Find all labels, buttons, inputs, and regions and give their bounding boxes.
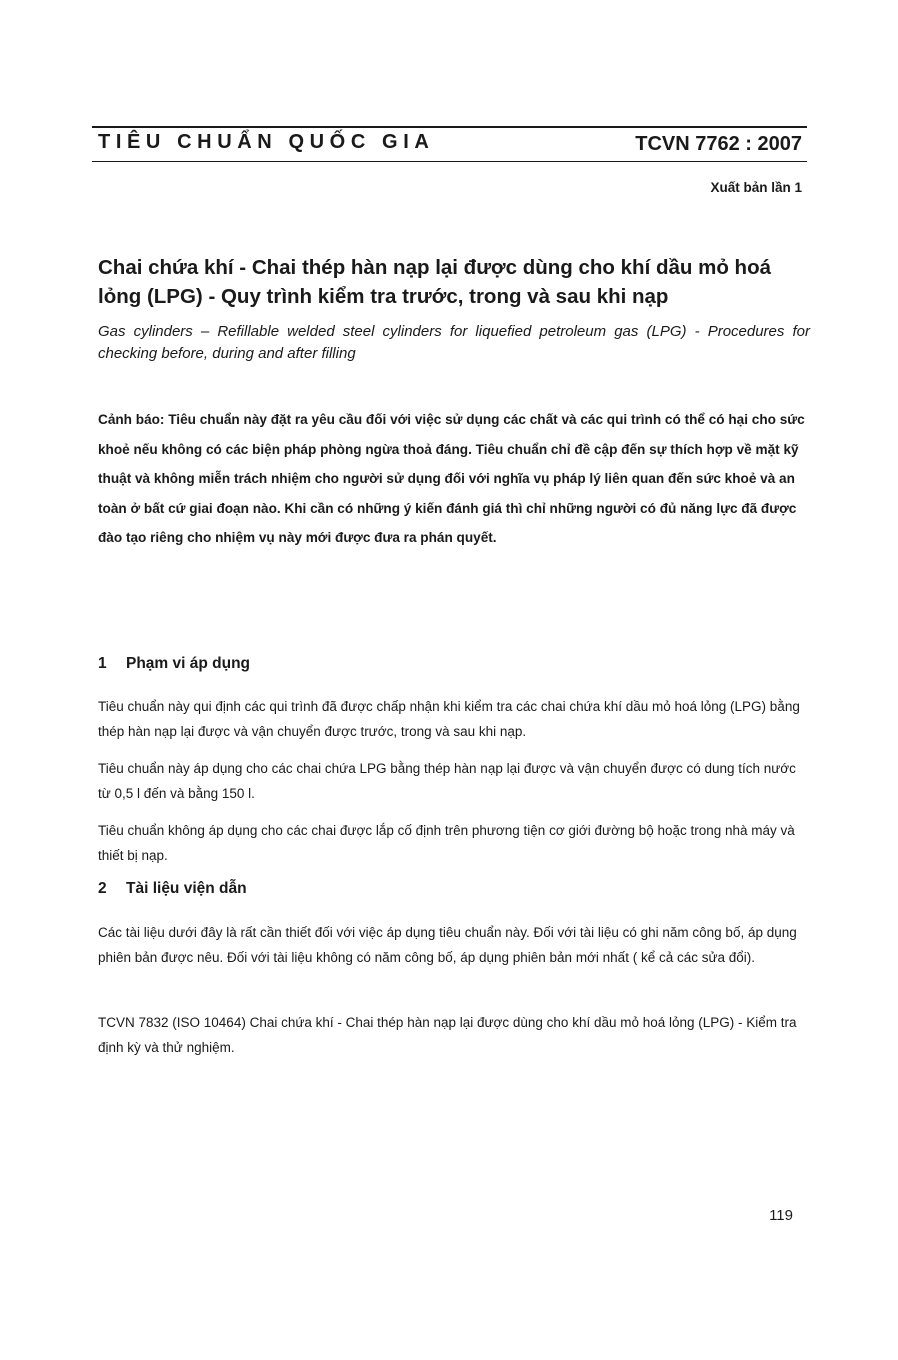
edition-label: Xuất bản lần 1 (710, 180, 802, 195)
header-bottom-rule (92, 161, 807, 162)
references-paragraph: TCVN 7832 (ISO 10464) Chai chứa khí - Chai thép hàn nạp lại được dùng cho khí dầu mỏ hoá lỏng (LPG) - Kiểm tra định kỳ và thử nghiệm. (98, 1015, 797, 1055)
warning-paragraph: Cảnh báo: Tiêu chuẩn này đặt ra yêu cầu đối với việc sử dụng các chất và các qui trình có thể có hại cho sức khoẻ nếu không có các biện pháp phòng ngừa thoả đáng. Tiêu chuẩn chỉ đề cập đến sự thích hợp về mặt kỹ thuật và không miễn trách nhiệm cho người sử dụng đối với nghĩa vụ pháp lý liên quan đến sức khoẻ và an toàn ở bất cứ giai đoạn nào. Khi cần có những ý kiến đánh giá thì chỉ những người có đủ năng lực đã được đào tạo riêng cho nhiệm vụ này mới được đưa ra phán quyết. (98, 412, 805, 545)
section-number: 1 (98, 655, 107, 672)
section-title: Tài liệu viện dẫn (126, 880, 247, 897)
section-title: Phạm vi áp dụng (126, 655, 251, 672)
section-heading-references (98, 880, 247, 898)
standard-series-label: TIÊU CHUẨN QUỐC GIA (98, 131, 435, 153)
page-number: 119 (769, 1207, 793, 1224)
scope-paragraph: Tiêu chuẩn này qui định các qui trình đã được chấp nhận khi kiểm tra các chai chứa khí dầu mỏ hoá lỏng (LPG) bằng thép hàn nạp lại được và vận chuyển được trước, trong và sau khi nạp. (98, 699, 800, 739)
scope-paragraph: Tiêu chuẩn này áp dụng cho các chai chứa LPG bằng thép hàn nạp lại được và vận chuyển được có dung tích nước từ 0,5 l đến và bằng 150 l. (98, 761, 796, 801)
standard-number: TCVN 7762 : 2007 (635, 133, 802, 155)
section-heading-scope (98, 655, 250, 673)
section-number: 2 (98, 880, 107, 897)
scope-paragraph: Tiêu chuẩn không áp dụng cho các chai được lắp cố định trên phương tiện cơ giới đường bộ hoặc trong nhà máy và thiết bị nạp. (98, 823, 795, 863)
references-paragraph: Các tài liệu dưới đây là rất cần thiết đối với việc áp dụng tiêu chuẩn này. Đối với tài liệu có ghi năm công bố, áp dụng phiên bản được nêu. Đối với tài liệu không có năm công bố, áp dụng phiên bản mới nhất ( kể cả các sửa đổi). (98, 925, 797, 965)
header-top-rule (92, 126, 807, 128)
document-title-english: Gas cylinders – Refillable welded steel cylinders for liquefied petroleum gas (LPG) - Procedures for checking before, during and after filling (98, 323, 810, 362)
document-title-vietnamese: Chai chứa khí - Chai thép hàn nạp lại được dùng cho khí dầu mỏ hoá lỏng (LPG) - Quy trình kiểm tra trước, trong và sau khi nạp (98, 256, 771, 308)
